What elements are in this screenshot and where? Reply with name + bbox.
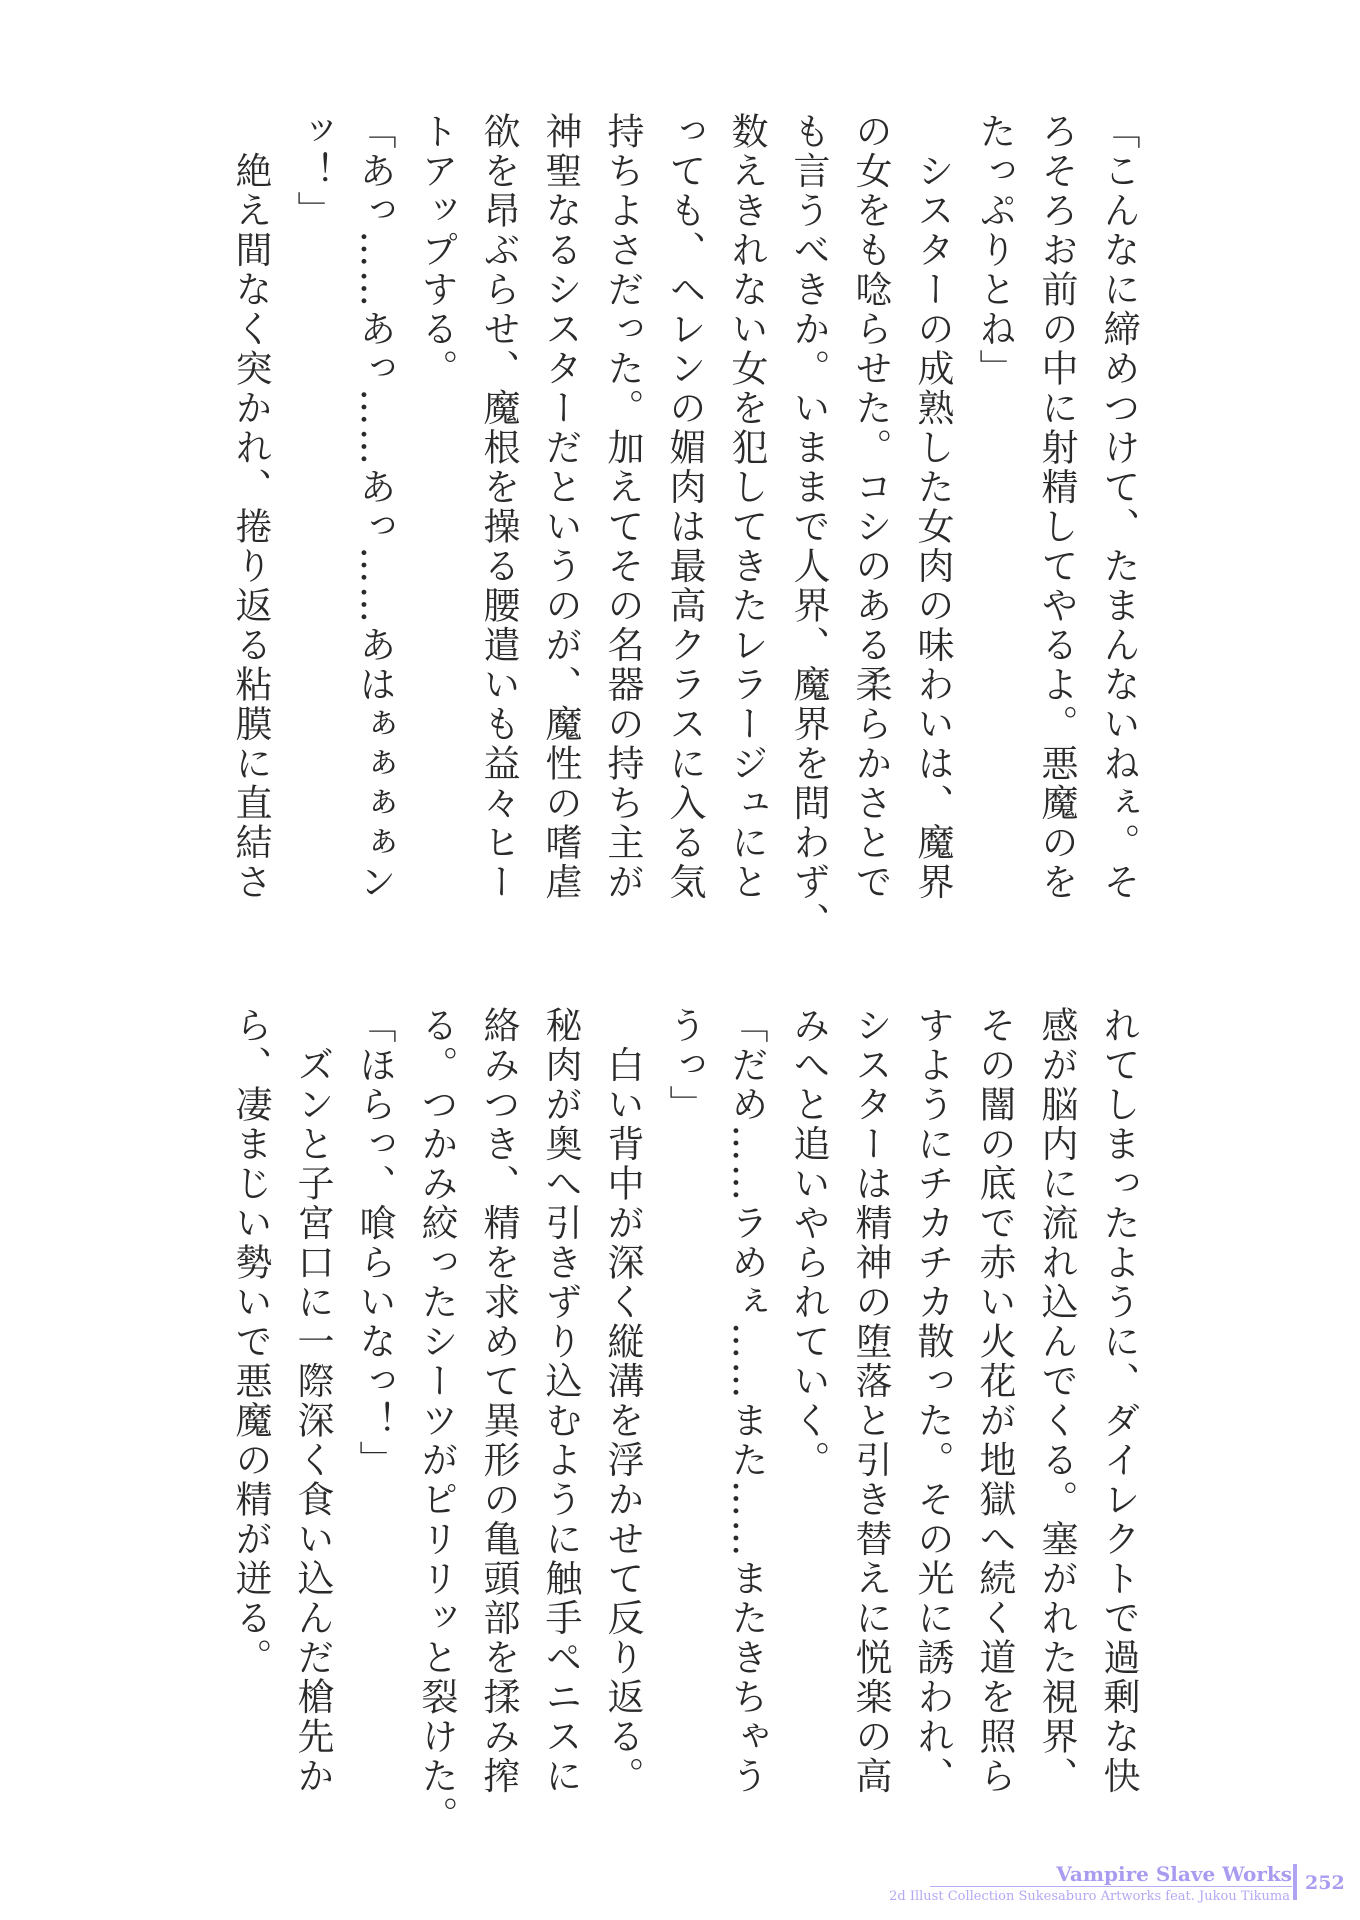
text-column: の女をも唸らせた。コシのある柔らかさとで bbox=[849, 112, 892, 902]
footer-divider bbox=[930, 1886, 1292, 1887]
text-column: 白い背中が深く縦溝を浮かせて反り返る。 bbox=[601, 1006, 644, 1796]
text-column: 持ちよさだった。加えてその名器の持ち主が bbox=[601, 112, 644, 902]
text-column: 絡みつき、精を求めて異形の亀頭部を揉み搾 bbox=[477, 1006, 520, 1796]
text-column: ら、凄まじい勢いで悪魔の精が迸る。 bbox=[229, 1006, 272, 1678]
text-column: その闇の底で赤い火花が地獄へ続く道を照ら bbox=[973, 1006, 1016, 1796]
text-column: 神聖なるシスターだというのが、魔性の嗜虐 bbox=[539, 112, 582, 902]
text-column: 秘肉が奥へ引きずり込むように触手ペニスに bbox=[539, 1006, 582, 1796]
text-column: っても、ヘレンの媚肉は最高クラスに入る気 bbox=[663, 112, 706, 902]
text-column: トアップする。 bbox=[415, 112, 458, 389]
text-column: ズンと子宮口に一際深く食い込んだ槍先か bbox=[291, 1006, 334, 1796]
text-column: たっぷりとね」 bbox=[973, 112, 1016, 389]
text-column: うっ」 bbox=[663, 1006, 706, 1125]
text-column: れてしまったように、ダイレクトで過剰な快 bbox=[1097, 1006, 1140, 1796]
text-column: すようにチカチカ散った。その光に誘われ、 bbox=[911, 1006, 954, 1796]
text-column: 「こんなに締めつけて、たまんないねぇ。そ bbox=[1097, 112, 1140, 902]
text-column: も言うべきか。いままで人界、魔界を問わず、 bbox=[787, 112, 830, 942]
text-column: シスターの成熟した女肉の味わいは、魔界 bbox=[911, 112, 954, 902]
page-number: 252 bbox=[1305, 1872, 1345, 1894]
footer-subtitle: 2d Illust Collection Sukesaburo Artworks feat. Jukou Tikuma bbox=[889, 1889, 1290, 1904]
text-column: 「あっ……あっ……あっ……あはぁぁぁぁン bbox=[353, 112, 396, 902]
footer-title: Vampire Slave Works bbox=[1056, 1862, 1292, 1886]
text-column: 絶え間なく突かれ、捲り返る粘膜に直結さ bbox=[229, 112, 272, 902]
text-column: 「だめ……ラめぇ……また……またきちゃう bbox=[725, 1006, 768, 1796]
footer-vertical-bar bbox=[1293, 1864, 1297, 1900]
text-column: 数えきれない女を犯してきたレラージュにと bbox=[725, 112, 768, 902]
text-column: シスターは精神の堕落と引き替えに悦楽の高 bbox=[849, 1006, 892, 1796]
text-column: ッ！」 bbox=[291, 112, 334, 231]
text-column: 感が脳内に流れ込んでくる。塞がれた視界、 bbox=[1035, 1006, 1078, 1796]
text-column: ろそろお前の中に射精してやるよ。悪魔のを bbox=[1035, 112, 1078, 902]
text-column: 欲を昂ぶらせ、魔根を操る腰遣いも益々ヒー bbox=[477, 112, 520, 902]
text-block-top bbox=[219, 112, 1149, 942]
text-block-bottom bbox=[219, 1006, 1149, 1836]
text-column: る。つかみ絞ったシーツがピリリッと裂けた。 bbox=[415, 1006, 458, 1836]
text-column: 「ほらっ、喰らいなっ！」 bbox=[353, 1006, 396, 1480]
text-column: みへと追いやられていく。 bbox=[787, 1006, 830, 1480]
